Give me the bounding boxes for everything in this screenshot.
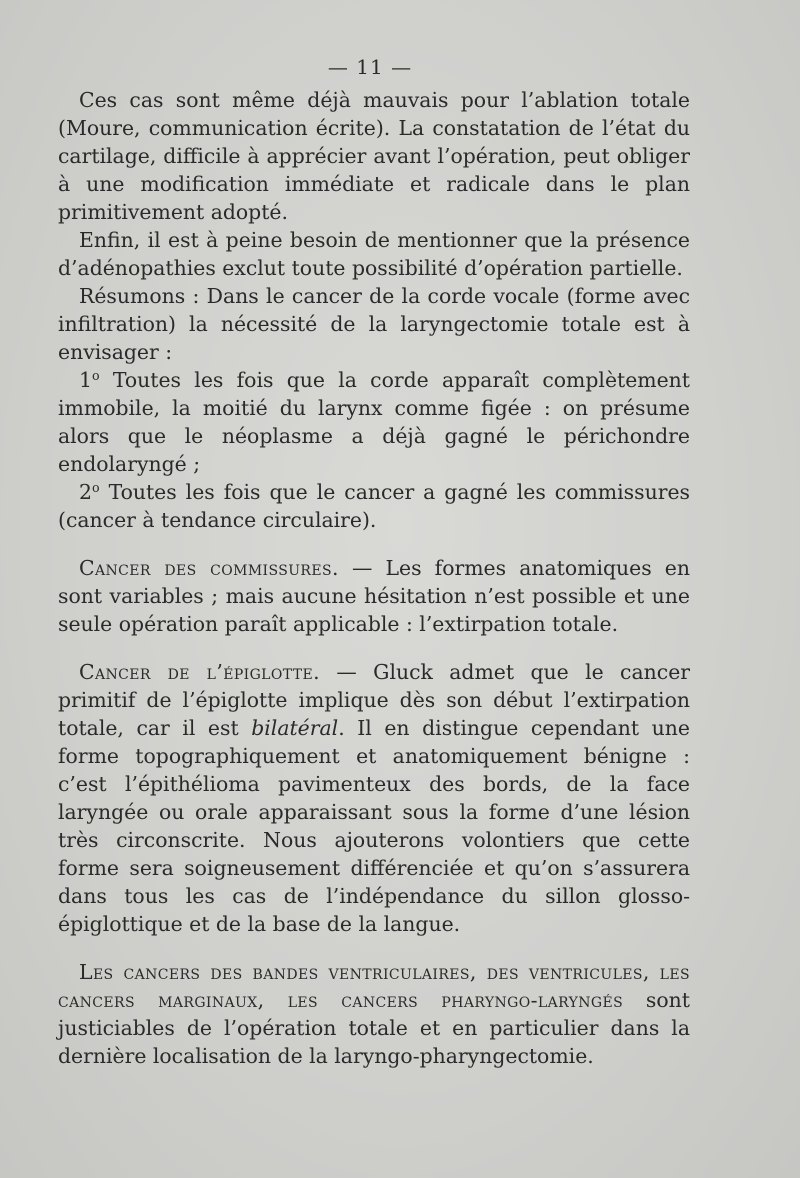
emphasis-text: bilatéral bbox=[251, 716, 339, 740]
section-heading: Cancer des commissures. bbox=[79, 556, 339, 580]
section-text: — Les formes anatomiques en sont variables ; mais aucune hésitation n’est possible et une seule opération paraît applicable : l’extirpation totale. bbox=[58, 556, 691, 636]
section-text: sont justiciables de l’opération totale et en particulier dans la dernière localisation de la laryngo-pharyngectomie. bbox=[58, 988, 690, 1068]
list-item-text: Toutes les fois que la corde apparaît complètement immobile, la moitié du larynx comme figée : on présume alors que le néoplasme a déjà gagné le périchondre endolaryngé ; bbox=[58, 368, 690, 476]
list-number: 2 bbox=[79, 480, 92, 504]
section-heading: Cancer de l’épiglotte. bbox=[79, 660, 320, 684]
section-heading: Les cancers des bandes ventriculaires, des ventricules, les cancers marginaux, les cancers pharyngo-laryngés bbox=[58, 960, 690, 1012]
list-number: 1 bbox=[79, 368, 92, 392]
section-epiglotte bbox=[58, 658, 690, 938]
section-text: — Gluck admet que le cancer primitif de l’épiglotte implique dès son début l’extirpation totale, car il est bbox=[58, 660, 691, 740]
section-text: . Il en distingue cependant une forme topographiquement et anatomiquement bénigne : c’est l’épithélioma pavimenteux des bords, de la face laryngée ou orale apparaissant sous la forme d’une lésion très circonscrite. Nous ajouterons volontiers que cette forme sera soigneusement différenciée et qu’on s’assurera dans tous les cas de l’indépendance du sillon glosso-épiglottique et de la base de la langue. bbox=[58, 716, 690, 936]
ordinal-mark: o bbox=[91, 480, 100, 496]
ordinal-mark: o bbox=[91, 368, 100, 384]
paragraph-resumons: Résumons : Dans le cancer de la corde vocale (forme avec infiltration) la nécessité de la laryngectomie totale est à envisager : bbox=[58, 284, 690, 364]
list-item-2 bbox=[58, 478, 690, 534]
paragraph-adenopathies: Enfin, il est à peine besoin de mentionner que la présence d’adénopathies exclut toute possibilité d’opération partielle. bbox=[58, 228, 690, 280]
list-item-1 bbox=[58, 366, 690, 478]
section-ventriculaires bbox=[58, 958, 690, 1070]
body-text bbox=[58, 86, 690, 1070]
paragraph-ablation: Ces cas sont même déjà mauvais pour l’ablation totale (Moure, communication écrite). La constatation de l’état du cartilage, difficile à apprécier avant l’opération, peut obliger à une modification immédiate et radicale dans le plan primitivement adopté. bbox=[58, 88, 690, 224]
list-item-text: Toutes les fois que le cancer a gagné les commissures (cancer à tendance circulaire). bbox=[58, 480, 690, 532]
page-number: — 11 — bbox=[327, 55, 413, 79]
section-commissures bbox=[58, 554, 690, 638]
